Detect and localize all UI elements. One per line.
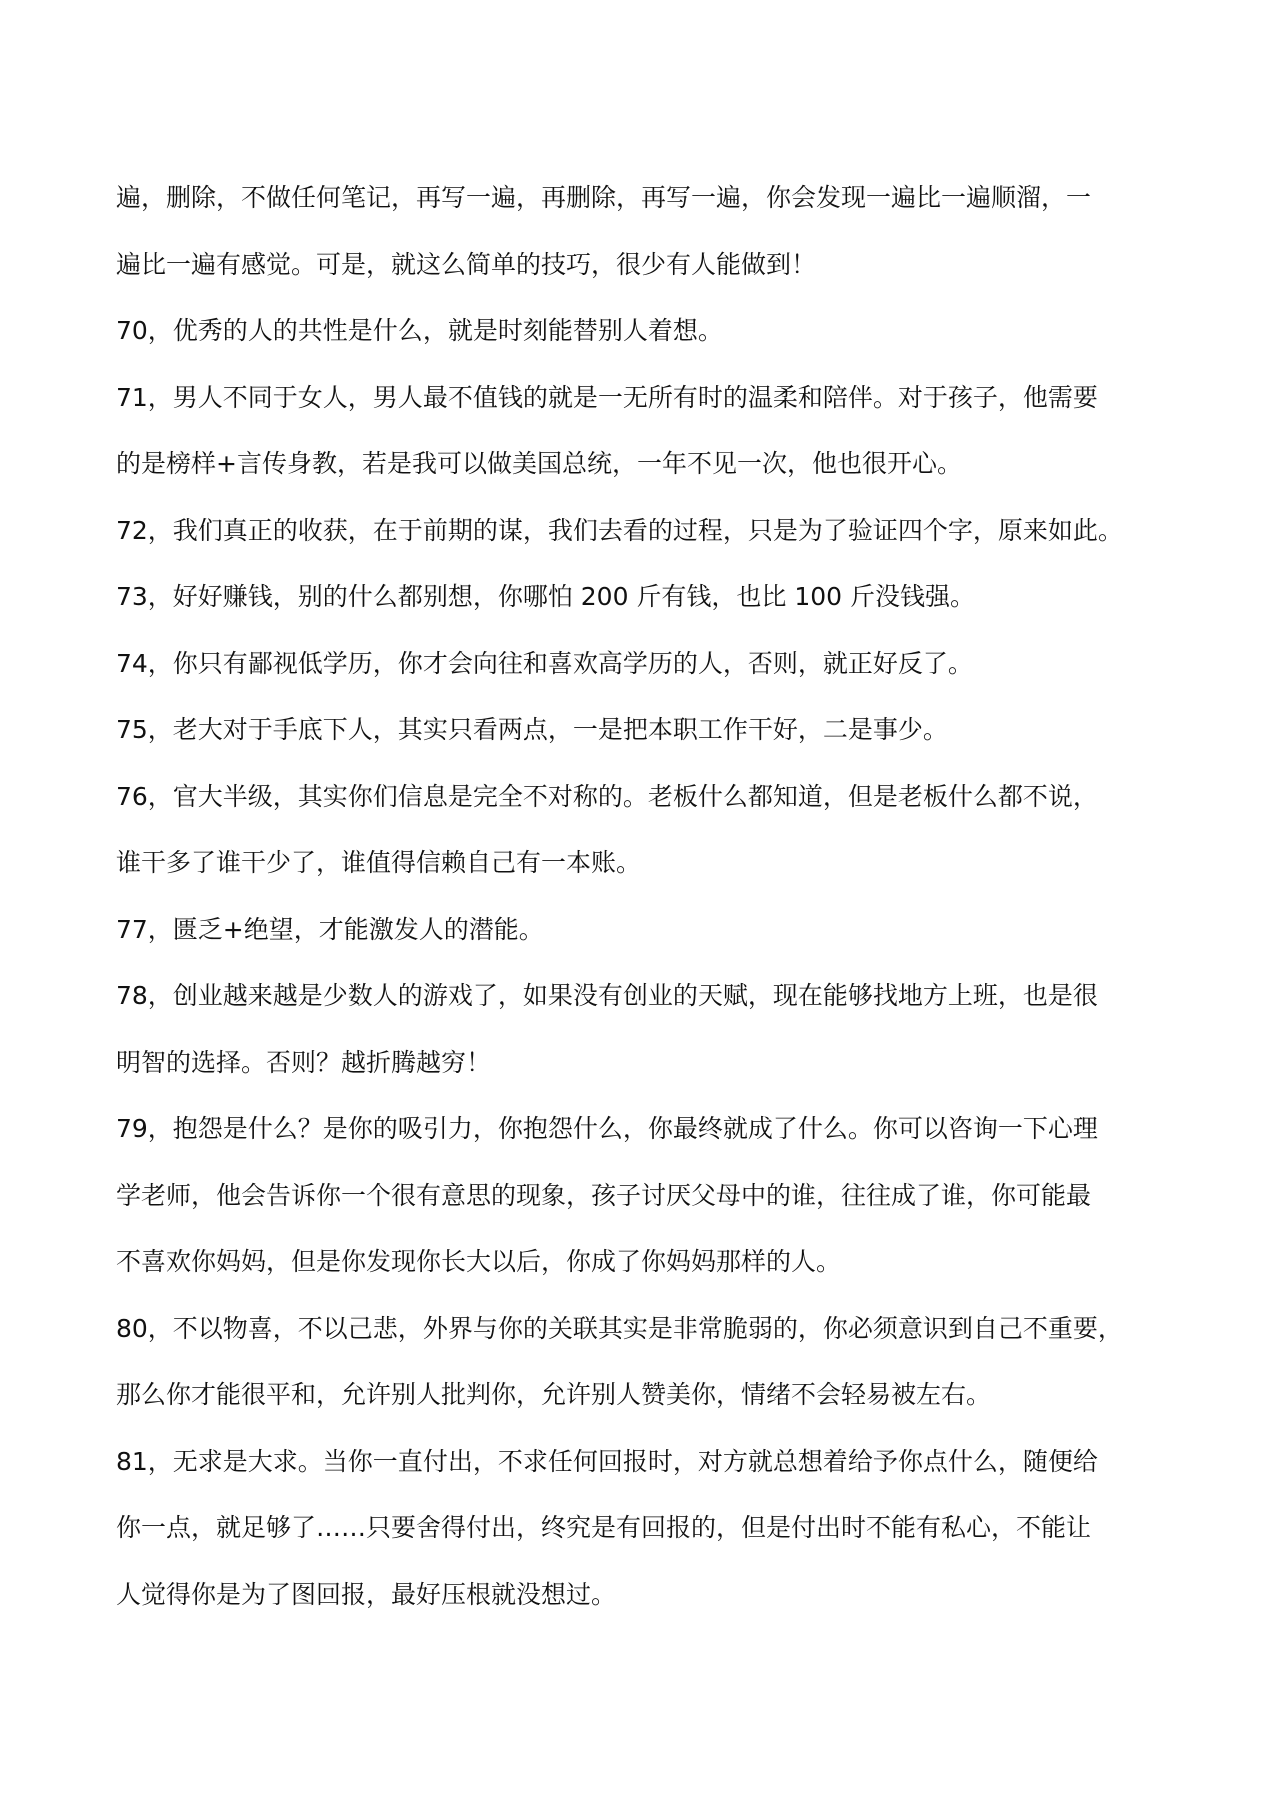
paragraph-75	[116, 697, 1166, 764]
paragraph-76	[116, 764, 1166, 897]
text-line: 79，抱怨是什么？是你的吸引力，你抱怨什么，你最终就成了什么。你可以咨询一下心理	[116, 1114, 1098, 1143]
text-line: 78，创业越来越是少数人的游戏了，如果没有创业的天赋，现在能够找地方上班，也是很	[116, 981, 1098, 1010]
paragraph-78	[116, 963, 1166, 1096]
paragraph-70	[116, 298, 1166, 365]
text-line: 遍比一遍有感觉。可是，就这么简单的技巧，很少有人能做到！	[116, 249, 817, 279]
text-line: 遍，删除，不做任何笔记，再写一遍，再删除，再写一遍，你会发现一遍比一遍顺溜，一	[116, 183, 1092, 212]
text-line: 71，男人不同于女人，男人最不值钱的就是一无所有时的温柔和陪伴。对于孩子，他需要	[116, 382, 1098, 412]
paragraph-71	[116, 365, 1166, 498]
text-line: 76，官大半级，其实你们信息是完全不对称的。老板什么都知道，但是老板什么都不说，	[116, 781, 1098, 811]
text-line: 80，不以物喜，不以己悲，外界与你的关联其实是非常脆弱的，你必须意识到自己不重要，	[116, 1313, 1123, 1343]
paragraph-continuation	[116, 165, 1166, 298]
paragraph-73	[116, 564, 1166, 631]
paragraph-80	[116, 1296, 1166, 1429]
text-line: 不喜欢你妈妈，但是你发现你长大以后，你成了你妈妈那样的人。	[116, 1247, 842, 1276]
paragraph-79	[116, 1096, 1166, 1296]
text-line: 人觉得你是为了图回报，最好压根就没想过。	[116, 1579, 617, 1609]
text-line: 73，好好赚钱，别的什么都别想，你哪怕 200 斤有钱，也比 100 斤没钱强。	[116, 582, 976, 611]
text-line: 明智的选择。否则？越折腾越穷！	[116, 1047, 492, 1077]
text-line: 81，无求是大求。当你一直付出，不求任何回报时，对方就总想着给予你点什么，随便给	[116, 1446, 1098, 1476]
text-line: 谁干多了谁干少了，谁值得信赖自己有一本账。	[116, 848, 642, 877]
text-line: 的是榜样+言传身教，若是我可以做美国总统，一年不见一次，他也很开心。	[116, 449, 962, 478]
document-page	[116, 165, 1166, 1628]
text-line: 77，匮乏+绝望，才能激发人的潜能。	[116, 914, 544, 944]
text-line: 你一点，就足够了……只要舍得付出，终究是有回报的，但是付出时不能有私心，不能让	[116, 1513, 1092, 1542]
paragraph-81	[116, 1429, 1166, 1629]
text-line: 74，你只有鄙视低学历，你才会向往和喜欢高学历的人，否则，就正好反了。	[116, 648, 973, 678]
text-line: 72，我们真正的收获，在于前期的谋，我们去看的过程，只是为了验证四个字，原来如此。	[116, 515, 1123, 545]
text-line: 那么你才能很平和，允许别人批判你，允许别人赞美你，情绪不会轻易被左右。	[116, 1380, 992, 1409]
paragraph-74	[116, 631, 1166, 698]
paragraph-72	[116, 498, 1166, 565]
text-line: 70，优秀的人的共性是什么，就是时刻能替别人着想。	[116, 316, 723, 345]
text-line: 75，老大对于手底下人，其实只看两点，一是把本职工作干好，二是事少。	[116, 715, 948, 744]
text-line: 学老师，他会告诉你一个很有意思的现象，孩子讨厌父母中的谁，往往成了谁，你可能最	[116, 1180, 1092, 1210]
paragraph-77	[116, 897, 1166, 964]
